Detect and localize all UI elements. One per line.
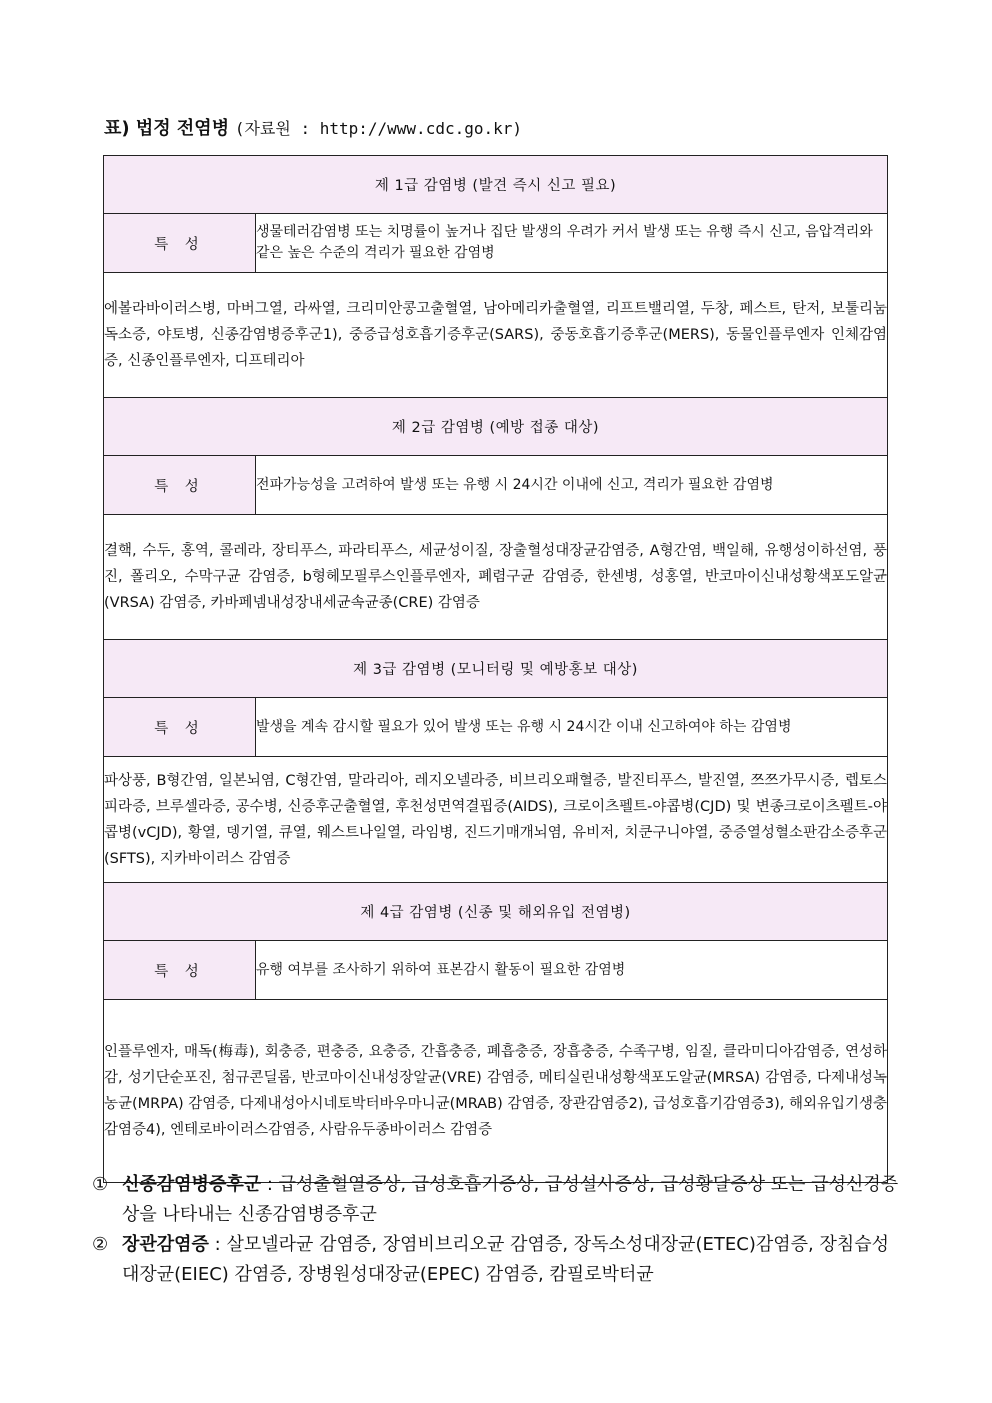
grade-4-header: 제 4급 감염병 (신종 및 해외유입 전염병) xyxy=(104,883,888,941)
footnote-term: 장관감염증 xyxy=(122,1234,209,1255)
grade-4-disease-list: 인플루엔자, 매독(梅毒), 회충증, 편충증, 요충증, 간흡충증, 폐흡충증, 장흡충증, 수족구병, 임질, 클라미디아감염증, 연성하감, 성기단순포진, 첨규콘딜롬, 반코마이신내성장알균(VRE) 감염증, 메티실린내성황색포도알균(MRSA) 감염증, 다제내성녹농균(MRPA) 감염증, 다제내성아시네토박터바우마니균(MRAB) 감염증, 장관감염증2), 급성호흡기감염증3), 해외유입기생충감염증4), 엔테로바이러스감염증, 사람유두종바이러스 감염증 xyxy=(104,1000,888,1183)
footnote-2 xyxy=(92,1230,900,1290)
grade-2-disease-list: 결핵, 수두, 홍역, 콜레라, 장티푸스, 파라티푸스, 세균성이질, 장출혈성대장균감염증, A형간염, 백일해, 유행성이하선염, 풍진, 폴리오, 수막구균 감염증, b형헤모필루스인플루엔자, 폐렴구균 감염증, 한센병, 성홍열, 반코마이신내성황색포도알균(VRSA) 감염증, 카바페넴내성장내세균속균종(CRE) 감염증 xyxy=(104,515,888,640)
grade-2-header: 제 2급 감염병 (예방 접종 대상) xyxy=(104,398,888,456)
feature-label: 특 성 xyxy=(104,214,256,273)
footnote-text: : 급성출혈열증상, 급성호흡기증상, 급성설사증상, 급성황달증상 또는 급성신경증상을 나타내는 신종감염병증후군 xyxy=(122,1174,899,1225)
infectious-disease-table xyxy=(103,155,888,1183)
footnote-marker: ① xyxy=(92,1174,109,1195)
footnotes xyxy=(92,1170,900,1290)
footnote-term: 신종감염병증후군 xyxy=(122,1174,262,1195)
feature-label: 특 성 xyxy=(104,941,256,1000)
grade-1-feature: 생물테러감염병 또는 치명률이 높거나 집단 발생의 우려가 커서 발생 또는 유행 즉시 신고, 음압격리와 같은 높은 수준의 격리가 필요한 감염병 xyxy=(256,214,888,273)
grade-1-header: 제 1급 감염병 (발견 즉시 신고 필요) xyxy=(104,156,888,214)
table-caption: 표) 법정 전염병 xyxy=(104,118,230,139)
grade-2-feature: 전파가능성을 고려하여 발생 또는 유행 시 24시간 이내에 신고, 격리가 필요한 감염병 xyxy=(256,456,888,515)
footnote-marker: ② xyxy=(92,1234,109,1255)
feature-label: 특 성 xyxy=(104,698,256,757)
feature-label: 특 성 xyxy=(104,456,256,515)
grade-1-disease-list: 에볼라바이러스병, 마버그열, 라싸열, 크리미안콩고출혈열, 남아메리카출혈열, 리프트밸리열, 두창, 페스트, 탄저, 보툴리눔독소증, 야토병, 신종감염병증후군1), 중증급성호흡기증후군(SARS), 중동호흡기증후군(MERS), 동물인플루엔자 인체감염증, 신종인플루엔자, 디프테리아 xyxy=(104,273,888,398)
grade-3-header: 제 3급 감염병 (모니터링 및 예방홍보 대상) xyxy=(104,640,888,698)
grade-3-disease-list: 파상풍, B형간염, 일본뇌염, C형간염, 말라리아, 레지오넬라증, 비브리오패혈증, 발진티푸스, 발진열, 쯔쯔가무시증, 렙토스피라증, 브루셀라증, 공수병, 신증후군출혈열, 후천성면역결핍증(AIDS), 크로이츠펠트-야콥병(CJD) 및 변종크로이츠펠트-야콥병(vCJD), 황열, 뎅기열, 큐열, 웨스트나일열, 라임병, 진드기매개뇌염, 유비저, 치쿤구니야열, 중증열성혈소판감소증후군(SFTS), 지카바이러스 감염증 xyxy=(104,757,888,883)
footnote-text: : 살모넬라균 감염증, 장염비브리오균 감염증, 장독소성대장균(ETEC)감염증, 장침습성대장균(EIEC) 감염증, 장병원성대장균(EPEC) 감염증, 캄필로박터균 xyxy=(122,1234,890,1285)
footnote-1 xyxy=(92,1170,900,1230)
page-title xyxy=(104,114,522,140)
grade-3-feature: 발생을 계속 감시할 필요가 있어 발생 또는 유행 시 24시간 이내 신고하여야 하는 감염병 xyxy=(256,698,888,757)
source-citation: (자료원 : http://www.cdc.go.kr) xyxy=(234,119,523,138)
grade-4-feature: 유행 여부를 조사하기 위하여 표본감시 활동이 필요한 감염병 xyxy=(256,941,888,1000)
